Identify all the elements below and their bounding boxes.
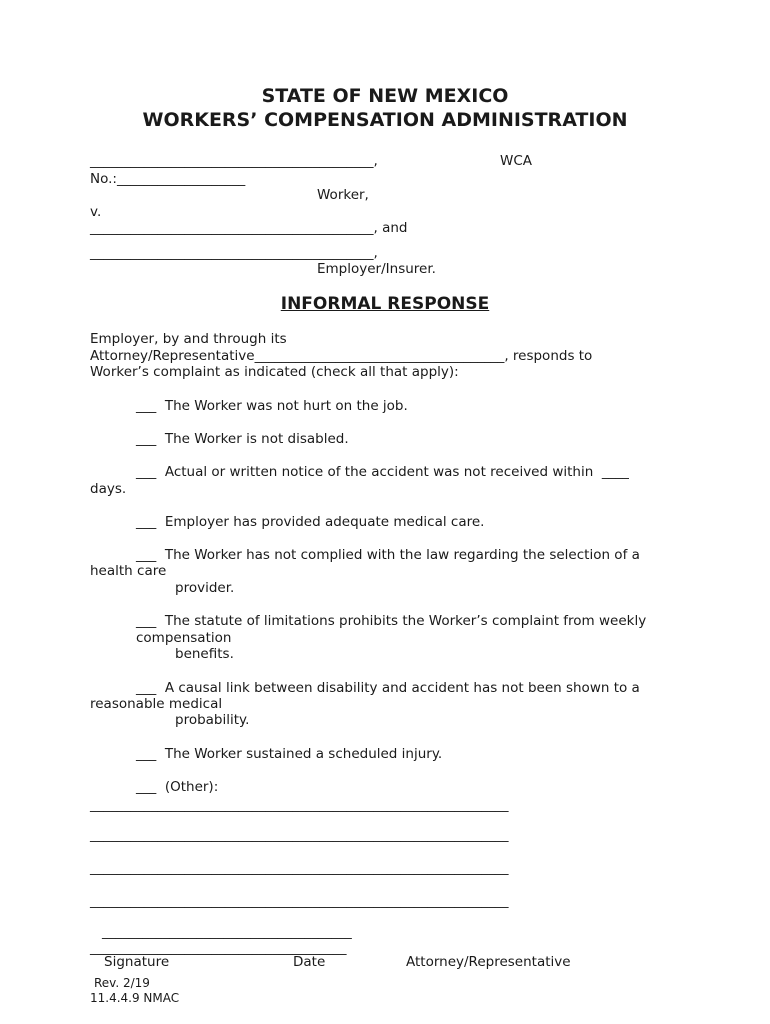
response-not-hurt: ___ The Worker was not hurt on the job. bbox=[136, 398, 408, 414]
agency-title: WORKERS’ COMPENSATION ADMINISTRATION bbox=[142, 109, 628, 131]
response-causal-line-3: probability. bbox=[175, 712, 250, 728]
signature-blank-line-2: ______________________________________ bbox=[90, 940, 347, 956]
response-selection-line-3: provider. bbox=[175, 580, 235, 596]
versus-label: v. bbox=[90, 204, 102, 220]
wca-number-blank: No.:___________________ bbox=[90, 171, 246, 187]
response-notice-line-2: days. bbox=[90, 481, 127, 497]
worker-name-blank: __________________________________________, bbox=[90, 153, 378, 169]
state-title: STATE OF NEW MEXICO bbox=[261, 85, 509, 107]
revision-label: Rev. 2/19 bbox=[94, 976, 150, 990]
rule-citation: 11.4.4.9 NMAC bbox=[90, 991, 180, 1005]
insurer-name-blank: __________________________________________, bbox=[90, 245, 378, 261]
date-label: Date bbox=[293, 954, 326, 970]
employer-insurer-label: Employer/Insurer. bbox=[317, 261, 436, 277]
intro-line-2: Attorney/Representative_____________________________________, responds to bbox=[90, 348, 593, 364]
response-limitations-line-3: benefits. bbox=[175, 646, 234, 662]
signature-blank-line-1: _____________________________________ bbox=[102, 924, 352, 940]
response-causal-line-1: ___ A causal link between disability and accident has not been shown to a bbox=[136, 680, 640, 696]
signature-label: Signature bbox=[104, 954, 170, 970]
worker-label: Worker, bbox=[317, 187, 369, 203]
response-notice-line-1: ___ Actual or written notice of the accident was not received within ____ bbox=[136, 464, 629, 480]
response-not-disabled: ___ The Worker is not disabled. bbox=[136, 431, 349, 447]
response-limitations-line-2: compensation bbox=[136, 630, 232, 646]
wca-label: WCA bbox=[500, 153, 533, 169]
response-other: ___ (Other): bbox=[136, 779, 219, 795]
attorney-representative-label: Attorney/Representative bbox=[406, 954, 571, 970]
other-blank-line-3: ______________________________________________________________ bbox=[90, 860, 509, 876]
intro-line-1: Employer, by and through its bbox=[90, 331, 287, 347]
response-limitations-line-1: ___ The statute of limitations prohibits the Worker’s complaint from weekly bbox=[136, 613, 647, 629]
employer-name-blank: __________________________________________, and bbox=[90, 220, 408, 236]
response-selection-line-2: health care bbox=[90, 563, 167, 579]
other-blank-line-4: ______________________________________________________________ bbox=[90, 893, 509, 909]
other-blank-line-2: ______________________________________________________________ bbox=[90, 827, 509, 843]
response-selection-line-1: ___ The Worker has not complied with the law regarding the selection of a bbox=[136, 547, 640, 563]
form-heading: INFORMAL RESPONSE bbox=[280, 294, 490, 314]
other-blank-line-1: ______________________________________________________________ bbox=[90, 797, 509, 813]
response-causal-line-2: reasonable medical bbox=[90, 696, 223, 712]
intro-line-3: Worker’s complaint as indicated (check all that apply): bbox=[90, 364, 459, 380]
response-medical-care: ___ Employer has provided adequate medical care. bbox=[136, 514, 485, 530]
response-scheduled-injury: ___ The Worker sustained a scheduled injury. bbox=[136, 746, 443, 762]
